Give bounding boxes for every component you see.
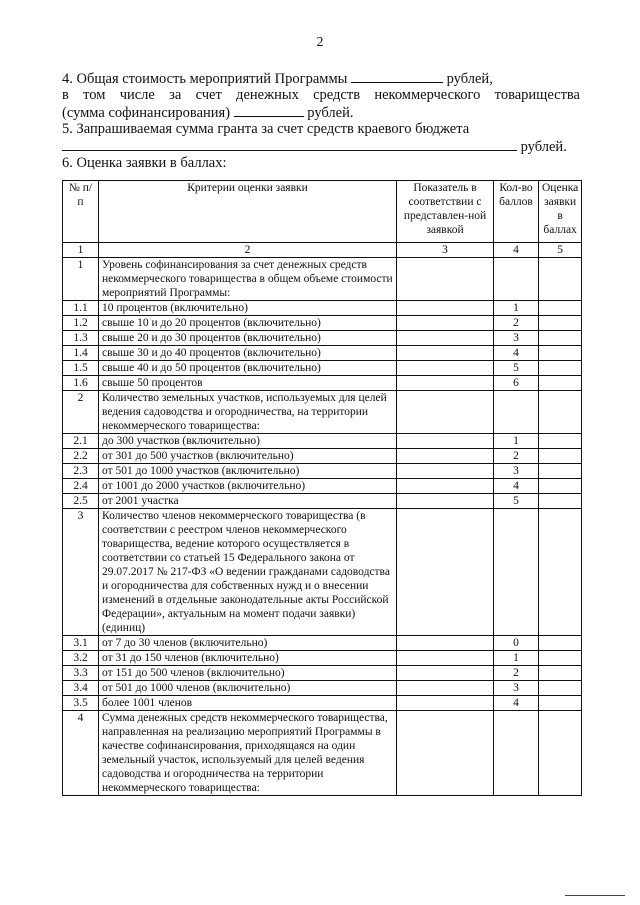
row-points: 1	[494, 651, 539, 666]
item4-line2: в том числе за счет денежных средств некоммерческого товарищества	[62, 87, 580, 103]
table-row	[63, 361, 582, 376]
row-num: 1.4	[63, 346, 99, 361]
row-indicator	[397, 651, 494, 666]
row-num: 3.3	[63, 666, 99, 681]
row-criterion: от 2001 участка	[99, 494, 397, 509]
table-row	[63, 301, 582, 316]
row-points: 0	[494, 636, 539, 651]
row-criterion: от 501 до 1000 участков (включительно)	[99, 464, 397, 479]
row-points: 1	[494, 434, 539, 449]
index-cell: 2	[99, 243, 397, 258]
row-criterion: Количество земельных участков, используемых для целей ведения садоводства и огородничества, на территории некоммерческого товарищества:	[99, 391, 397, 434]
row-criterion: до 300 участков (включительно)	[99, 434, 397, 449]
row-score	[539, 636, 582, 651]
row-criterion: свыше 30 и до 40 процентов (включительно)	[99, 346, 397, 361]
row-num: 2	[63, 391, 99, 434]
row-num: 3.4	[63, 681, 99, 696]
row-score	[539, 301, 582, 316]
row-points	[494, 258, 539, 301]
row-indicator	[397, 331, 494, 346]
row-num: 1.1	[63, 301, 99, 316]
item6-title: 6. Оценка заявки в баллах:	[62, 155, 227, 171]
row-score	[539, 479, 582, 494]
table-row	[63, 479, 582, 494]
page-number: 2	[316, 35, 324, 50]
row-score	[539, 651, 582, 666]
header-points: Кол-во баллов	[494, 181, 539, 243]
row-points	[494, 391, 539, 434]
row-criterion: свыше 10 и до 20 процентов (включительно)	[99, 316, 397, 331]
item5-line2	[62, 138, 582, 156]
table-row	[63, 331, 582, 346]
row-score	[539, 258, 582, 301]
row-points: 2	[494, 449, 539, 464]
table-row	[63, 666, 582, 681]
row-num: 3	[63, 509, 99, 636]
row-num: 1	[63, 258, 99, 301]
row-score	[539, 434, 582, 449]
row-criterion: свыше 50 процентов	[99, 376, 397, 391]
row-indicator	[397, 681, 494, 696]
row-indicator	[397, 376, 494, 391]
total-cost-blank	[351, 70, 443, 83]
row-points: 1	[494, 301, 539, 316]
table-row	[63, 696, 582, 711]
row-indicator	[397, 391, 494, 434]
row-criterion: свыше 20 и до 30 процентов (включительно)	[99, 331, 397, 346]
cofinancing-blank	[234, 104, 304, 117]
table-row	[63, 316, 582, 331]
row-indicator	[397, 258, 494, 301]
row-indicator	[397, 711, 494, 796]
table-row	[63, 651, 582, 666]
table-row	[63, 711, 582, 796]
item4-line3	[62, 104, 582, 122]
header-criteria: Критерии оценки заявки	[99, 181, 397, 243]
row-indicator	[397, 666, 494, 681]
row-num: 3.2	[63, 651, 99, 666]
row-criterion: от 1001 до 2000 участков (включительно)	[99, 479, 397, 494]
row-score	[539, 346, 582, 361]
bottom-rule	[565, 895, 625, 896]
row-indicator	[397, 464, 494, 479]
row-indicator	[397, 346, 494, 361]
row-points: 2	[494, 316, 539, 331]
index-cell: 3	[397, 243, 494, 258]
row-points: 4	[494, 479, 539, 494]
row-points: 2	[494, 666, 539, 681]
row-points: 3	[494, 331, 539, 346]
row-indicator	[397, 509, 494, 636]
table-row	[63, 391, 582, 434]
row-criterion: от 151 до 500 членов (включительно)	[99, 666, 397, 681]
item4-label: 4. Общая стоимость мероприятий Программы	[62, 71, 348, 87]
row-score	[539, 681, 582, 696]
row-indicator	[397, 479, 494, 494]
index-cell: 5	[539, 243, 582, 258]
row-indicator	[397, 696, 494, 711]
row-score	[539, 696, 582, 711]
table-row	[63, 434, 582, 449]
row-criterion: от 301 до 500 участков (включительно)	[99, 449, 397, 464]
grant-amount-blank	[62, 138, 517, 151]
row-score	[539, 331, 582, 346]
row-criterion: 10 процентов (включительно)	[99, 301, 397, 316]
table-row	[63, 449, 582, 464]
row-points: 5	[494, 361, 539, 376]
row-indicator	[397, 316, 494, 331]
row-points: 6	[494, 376, 539, 391]
row-points	[494, 711, 539, 796]
table-index-row	[63, 243, 582, 258]
header-score: Оценка заявки в баллах	[539, 181, 582, 243]
cofinancing-unit: рублей.	[307, 105, 354, 121]
row-criterion: Уровень софинансирования за счет денежных средств некоммерческого товарищества в общем объеме стоимости мероприятий Программы:	[99, 258, 397, 301]
row-criterion: Количество членов некоммерческого товарищества (в соответствии с реестром членов некоммерческого товарищества, ведение которого осуществляется в соответствии со статьей 15 Федерального закона от 29.07.2017 № 217-ФЗ «О ведении гражданами садоводства и огородничества для собственных нужд и о внесении изменений в отдельные законодательные акты Российской Федерации», актуальным на момент подачи заявки) (единиц)	[99, 509, 397, 636]
table-header-row	[63, 181, 582, 243]
row-score	[539, 666, 582, 681]
row-score	[539, 464, 582, 479]
row-num: 2.4	[63, 479, 99, 494]
index-cell: 4	[494, 243, 539, 258]
table-row	[63, 464, 582, 479]
row-num: 2.5	[63, 494, 99, 509]
grant-unit: рублей.	[520, 139, 567, 155]
table-body	[63, 258, 582, 796]
row-points	[494, 509, 539, 636]
row-indicator	[397, 494, 494, 509]
row-points: 3	[494, 464, 539, 479]
row-score	[539, 361, 582, 376]
row-criterion: Сумма денежных средств некоммерческого товарищества, направленная на реализацию мероприятий Программы в качестве софинансирования, приходящаяся на один земельный участок, используемый для целей ведения садоводства и огородничества на территории некоммерческого товарищества:	[99, 711, 397, 796]
row-criterion: от 7 до 30 членов (включительно)	[99, 636, 397, 651]
row-indicator	[397, 636, 494, 651]
item4-line1	[62, 70, 582, 88]
row-points: 5	[494, 494, 539, 509]
row-num: 1.6	[63, 376, 99, 391]
row-num: 4	[63, 711, 99, 796]
row-criterion: от 501 до 1000 членов (включительно)	[99, 681, 397, 696]
row-points: 3	[494, 681, 539, 696]
row-num: 3.1	[63, 636, 99, 651]
cofinancing-label: (сумма софинансирования)	[62, 105, 231, 121]
row-indicator	[397, 449, 494, 464]
row-indicator	[397, 434, 494, 449]
row-num: 1.3	[63, 331, 99, 346]
row-score	[539, 316, 582, 331]
table-row	[63, 509, 582, 636]
item4-unit: рублей,	[446, 71, 493, 87]
row-num: 2.2	[63, 449, 99, 464]
table-row	[63, 258, 582, 301]
row-num: 2.3	[63, 464, 99, 479]
row-points: 4	[494, 346, 539, 361]
header-indicator: Показатель в соответствии с представлен-ной заявкой	[397, 181, 494, 243]
row-indicator	[397, 361, 494, 376]
row-num: 3.5	[63, 696, 99, 711]
row-criterion: более 1001 членов	[99, 696, 397, 711]
index-cell: 1	[63, 243, 99, 258]
evaluation-table	[62, 180, 582, 796]
row-indicator	[397, 301, 494, 316]
row-num: 2.1	[63, 434, 99, 449]
row-criterion: от 31 до 150 членов (включительно)	[99, 651, 397, 666]
row-num: 1.5	[63, 361, 99, 376]
row-score	[539, 449, 582, 464]
row-score	[539, 711, 582, 796]
row-score	[539, 391, 582, 434]
row-score	[539, 509, 582, 636]
table-row	[63, 681, 582, 696]
item5-line1: 5. Запрашиваемая сумма гранта за счет средств краевого бюджета	[62, 121, 470, 137]
table-row	[63, 376, 582, 391]
table-row	[63, 636, 582, 651]
header-num: № п/п	[63, 181, 99, 243]
table-row	[63, 494, 582, 509]
row-score	[539, 494, 582, 509]
row-points: 4	[494, 696, 539, 711]
table-row	[63, 346, 582, 361]
row-criterion: свыше 40 и до 50 процентов (включительно)	[99, 361, 397, 376]
row-score	[539, 376, 582, 391]
row-num: 1.2	[63, 316, 99, 331]
